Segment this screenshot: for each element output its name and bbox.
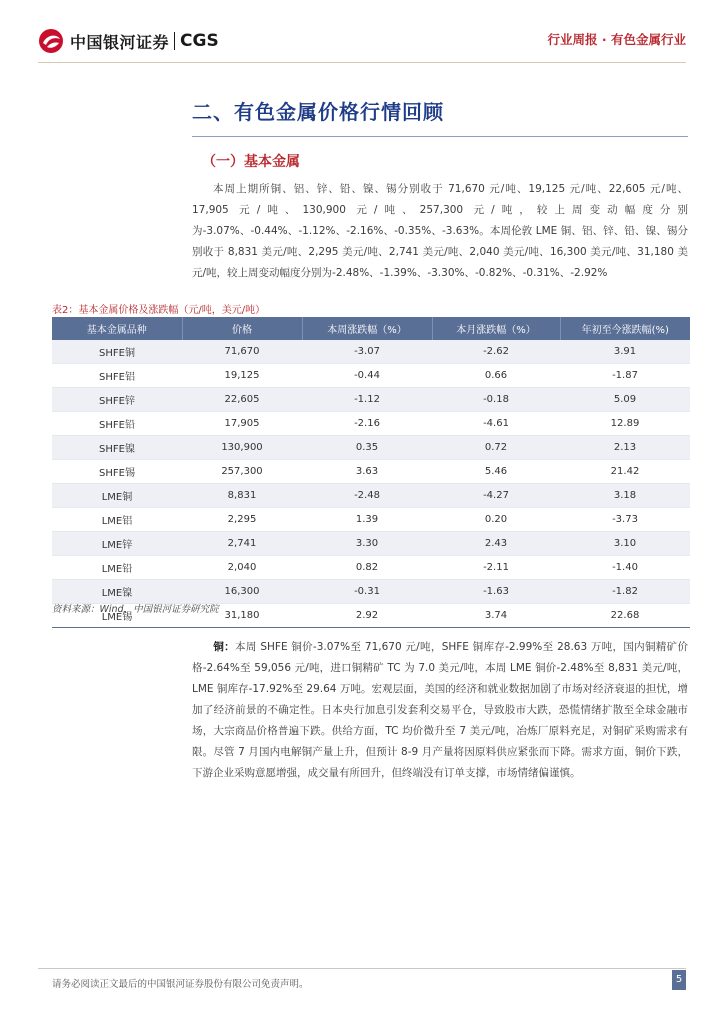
metal-name-cell: SHFE铅 — [52, 412, 182, 436]
table-row — [52, 412, 690, 436]
table-row — [52, 484, 690, 508]
table-caption: 表2：基本金属价格及涨跌幅（元/吨，美元/吨） — [52, 305, 266, 316]
table-row — [52, 508, 690, 532]
value-cell: 0.72 — [432, 436, 560, 460]
logo-english-name: CGS — [180, 31, 219, 51]
header-cell: 本周涨跌幅（%） — [302, 317, 432, 340]
value-cell: 12.89 — [560, 412, 690, 436]
value-cell: 16,300 — [182, 580, 302, 604]
metal-price-table — [52, 317, 690, 628]
value-cell: 71,670 — [182, 340, 302, 364]
value-cell: -2.11 — [432, 556, 560, 580]
value-cell: 2.13 — [560, 436, 690, 460]
value-cell: -0.44 — [302, 364, 432, 388]
table-row — [52, 436, 690, 460]
value-cell: 2.43 — [432, 532, 560, 556]
metal-name-cell: SHFE锡 — [52, 460, 182, 484]
value-cell: 0.35 — [302, 436, 432, 460]
value-cell: 1.39 — [302, 508, 432, 532]
table-row — [52, 556, 690, 580]
value-cell: 0.20 — [432, 508, 560, 532]
table-header-row — [52, 317, 690, 340]
value-cell: -1.63 — [432, 580, 560, 604]
subsection-title: （一）基本金属 — [202, 154, 300, 170]
metal-name-cell: LME铜 — [52, 484, 182, 508]
metal-name-cell: LME铅 — [52, 556, 182, 580]
value-cell: -2.48 — [302, 484, 432, 508]
section-divider — [192, 136, 688, 137]
metal-name-cell: SHFE镍 — [52, 436, 182, 460]
table-row — [52, 340, 690, 364]
value-cell: 5.09 — [560, 388, 690, 412]
logo-chinese-name: 中国银河证券 — [70, 32, 170, 52]
value-cell: -1.87 — [560, 364, 690, 388]
metal-name-cell: LME镍 — [52, 580, 182, 604]
value-cell: -0.18 — [432, 388, 560, 412]
value-cell: 2,040 — [182, 556, 302, 580]
header-cell: 本月涨跌幅（%） — [432, 317, 560, 340]
value-cell: 0.66 — [432, 364, 560, 388]
copper-lead: 铜： — [213, 641, 236, 653]
table-row — [52, 388, 690, 412]
value-cell: 21.42 — [560, 460, 690, 484]
value-cell: 19,125 — [182, 364, 302, 388]
galaxy-logo-icon — [38, 28, 64, 54]
value-cell: -3.73 — [560, 508, 690, 532]
value-cell: 3.74 — [432, 604, 560, 628]
value-cell: -0.31 — [302, 580, 432, 604]
value-cell: 22,605 — [182, 388, 302, 412]
value-cell: 8,831 — [182, 484, 302, 508]
header-cell: 价格 — [182, 317, 302, 340]
value-cell: 31,180 — [182, 604, 302, 628]
value-cell: 3.91 — [560, 340, 690, 364]
value-cell: 3.10 — [560, 532, 690, 556]
value-cell: 5.46 — [432, 460, 560, 484]
report-type: 行业周报 · 有色金属行业 — [547, 32, 686, 47]
metal-name-cell: LME锡 — [52, 604, 182, 628]
value-cell: -1.12 — [302, 388, 432, 412]
metal-name-cell: LME锌 — [52, 532, 182, 556]
metal-name-cell: LME铝 — [52, 508, 182, 532]
value-cell: 2.92 — [302, 604, 432, 628]
metal-name-cell: SHFE锌 — [52, 388, 182, 412]
table-source: 资料来源：Wind，中国银河证券研究院 — [52, 604, 219, 615]
value-cell: 3.63 — [302, 460, 432, 484]
copper-paragraph — [192, 637, 688, 784]
page-number: 5 — [672, 970, 686, 990]
table-row — [52, 364, 690, 388]
table-row — [52, 532, 690, 556]
header-cell: 基本金属品种 — [52, 317, 182, 340]
section-title: 二、有色金属价格行情回顾 — [192, 100, 444, 124]
value-cell: -1.40 — [560, 556, 690, 580]
value-cell: 22.68 — [560, 604, 690, 628]
header-cell: 年初至今涨跌幅(%) — [560, 317, 690, 340]
value-cell: 257,300 — [182, 460, 302, 484]
intro-paragraph: 本周上期所铜、铝、锌、铅、镍、锡分别收于 71,670 元/吨、19,125 元/吨、22,605 元/吨、17,905 元/吨、130,900 元/吨、257,300 元/吨，较上周变动幅度分别为-3.07%、-0.44%、-1.12%、-2.16%、-0.35%、-3.63%。本周伦敦 LME 铜、铝、锌、铅、镍、锡分别收于 8,831 美元/吨、2,295 美元/吨、2,741 美元/吨、2,040 美元/吨、16,300 美元/吨、31,180 美元/吨，较上周变动幅度分别为-2.48%、-1.39%、-3.30%、-0.82%、-0.31%、-2.92% — [192, 183, 688, 279]
footer-divider — [38, 968, 686, 969]
value-cell: -3.07 — [302, 340, 432, 364]
metal-name-cell: SHFE铝 — [52, 364, 182, 388]
metal-name-cell: SHFE铜 — [52, 340, 182, 364]
table-row — [52, 580, 690, 604]
value-cell: -4.61 — [432, 412, 560, 436]
value-cell: 130,900 — [182, 436, 302, 460]
value-cell: 2,295 — [182, 508, 302, 532]
value-cell: -4.27 — [432, 484, 560, 508]
value-cell: 3.18 — [560, 484, 690, 508]
value-cell: 17,905 — [182, 412, 302, 436]
value-cell: -2.16 — [302, 412, 432, 436]
company-logo — [38, 28, 219, 54]
table-row — [52, 460, 690, 484]
value-cell: 0.82 — [302, 556, 432, 580]
copper-body: 本周 SHFE 铜价-3.07%至 71,670 元/吨，SHFE 铜库存-2.99%至 28.63 万吨，国内铜精矿价格-2.64%至 59,056 元/吨，进口铜精矿 TC 为 7.0 美元/吨，本周 LME 铜价-2.48%至 8,831 美元/吨，LME 铜库存-17.92%至 29.64 万吨。宏观层面，美国的经济和就业数据加剧了市场对经济衰退的担忧，增加了经济前景的不确定性。日本央行加息引发套利交易平仓，导致股市大跌，恐慌情绪扩散至全球金融市场，大宗商品价格普遍下跌。供给方面，TC 均价微升至 7 美元/吨，冶炼厂原料充足，对铜矿采购需求有限。尽管 7 月国内电解铜产量上升，但预计 8-9 月产量将因原料供应紧张而下降。需求方面，铜价下跌，下游企业采购意愿增强，成交量有所回升，但终端没有订单支撑，市场情绪偏谨慎。 — [192, 641, 689, 779]
value-cell: 2,741 — [182, 532, 302, 556]
header-divider — [38, 62, 686, 63]
value-cell: 3.30 — [302, 532, 432, 556]
logo-divider — [174, 32, 175, 50]
value-cell: -1.82 — [560, 580, 690, 604]
footer-disclaimer: 请务必阅读正文最后的中国银河证券股份有限公司免责声明。 — [52, 979, 309, 990]
value-cell: -2.62 — [432, 340, 560, 364]
